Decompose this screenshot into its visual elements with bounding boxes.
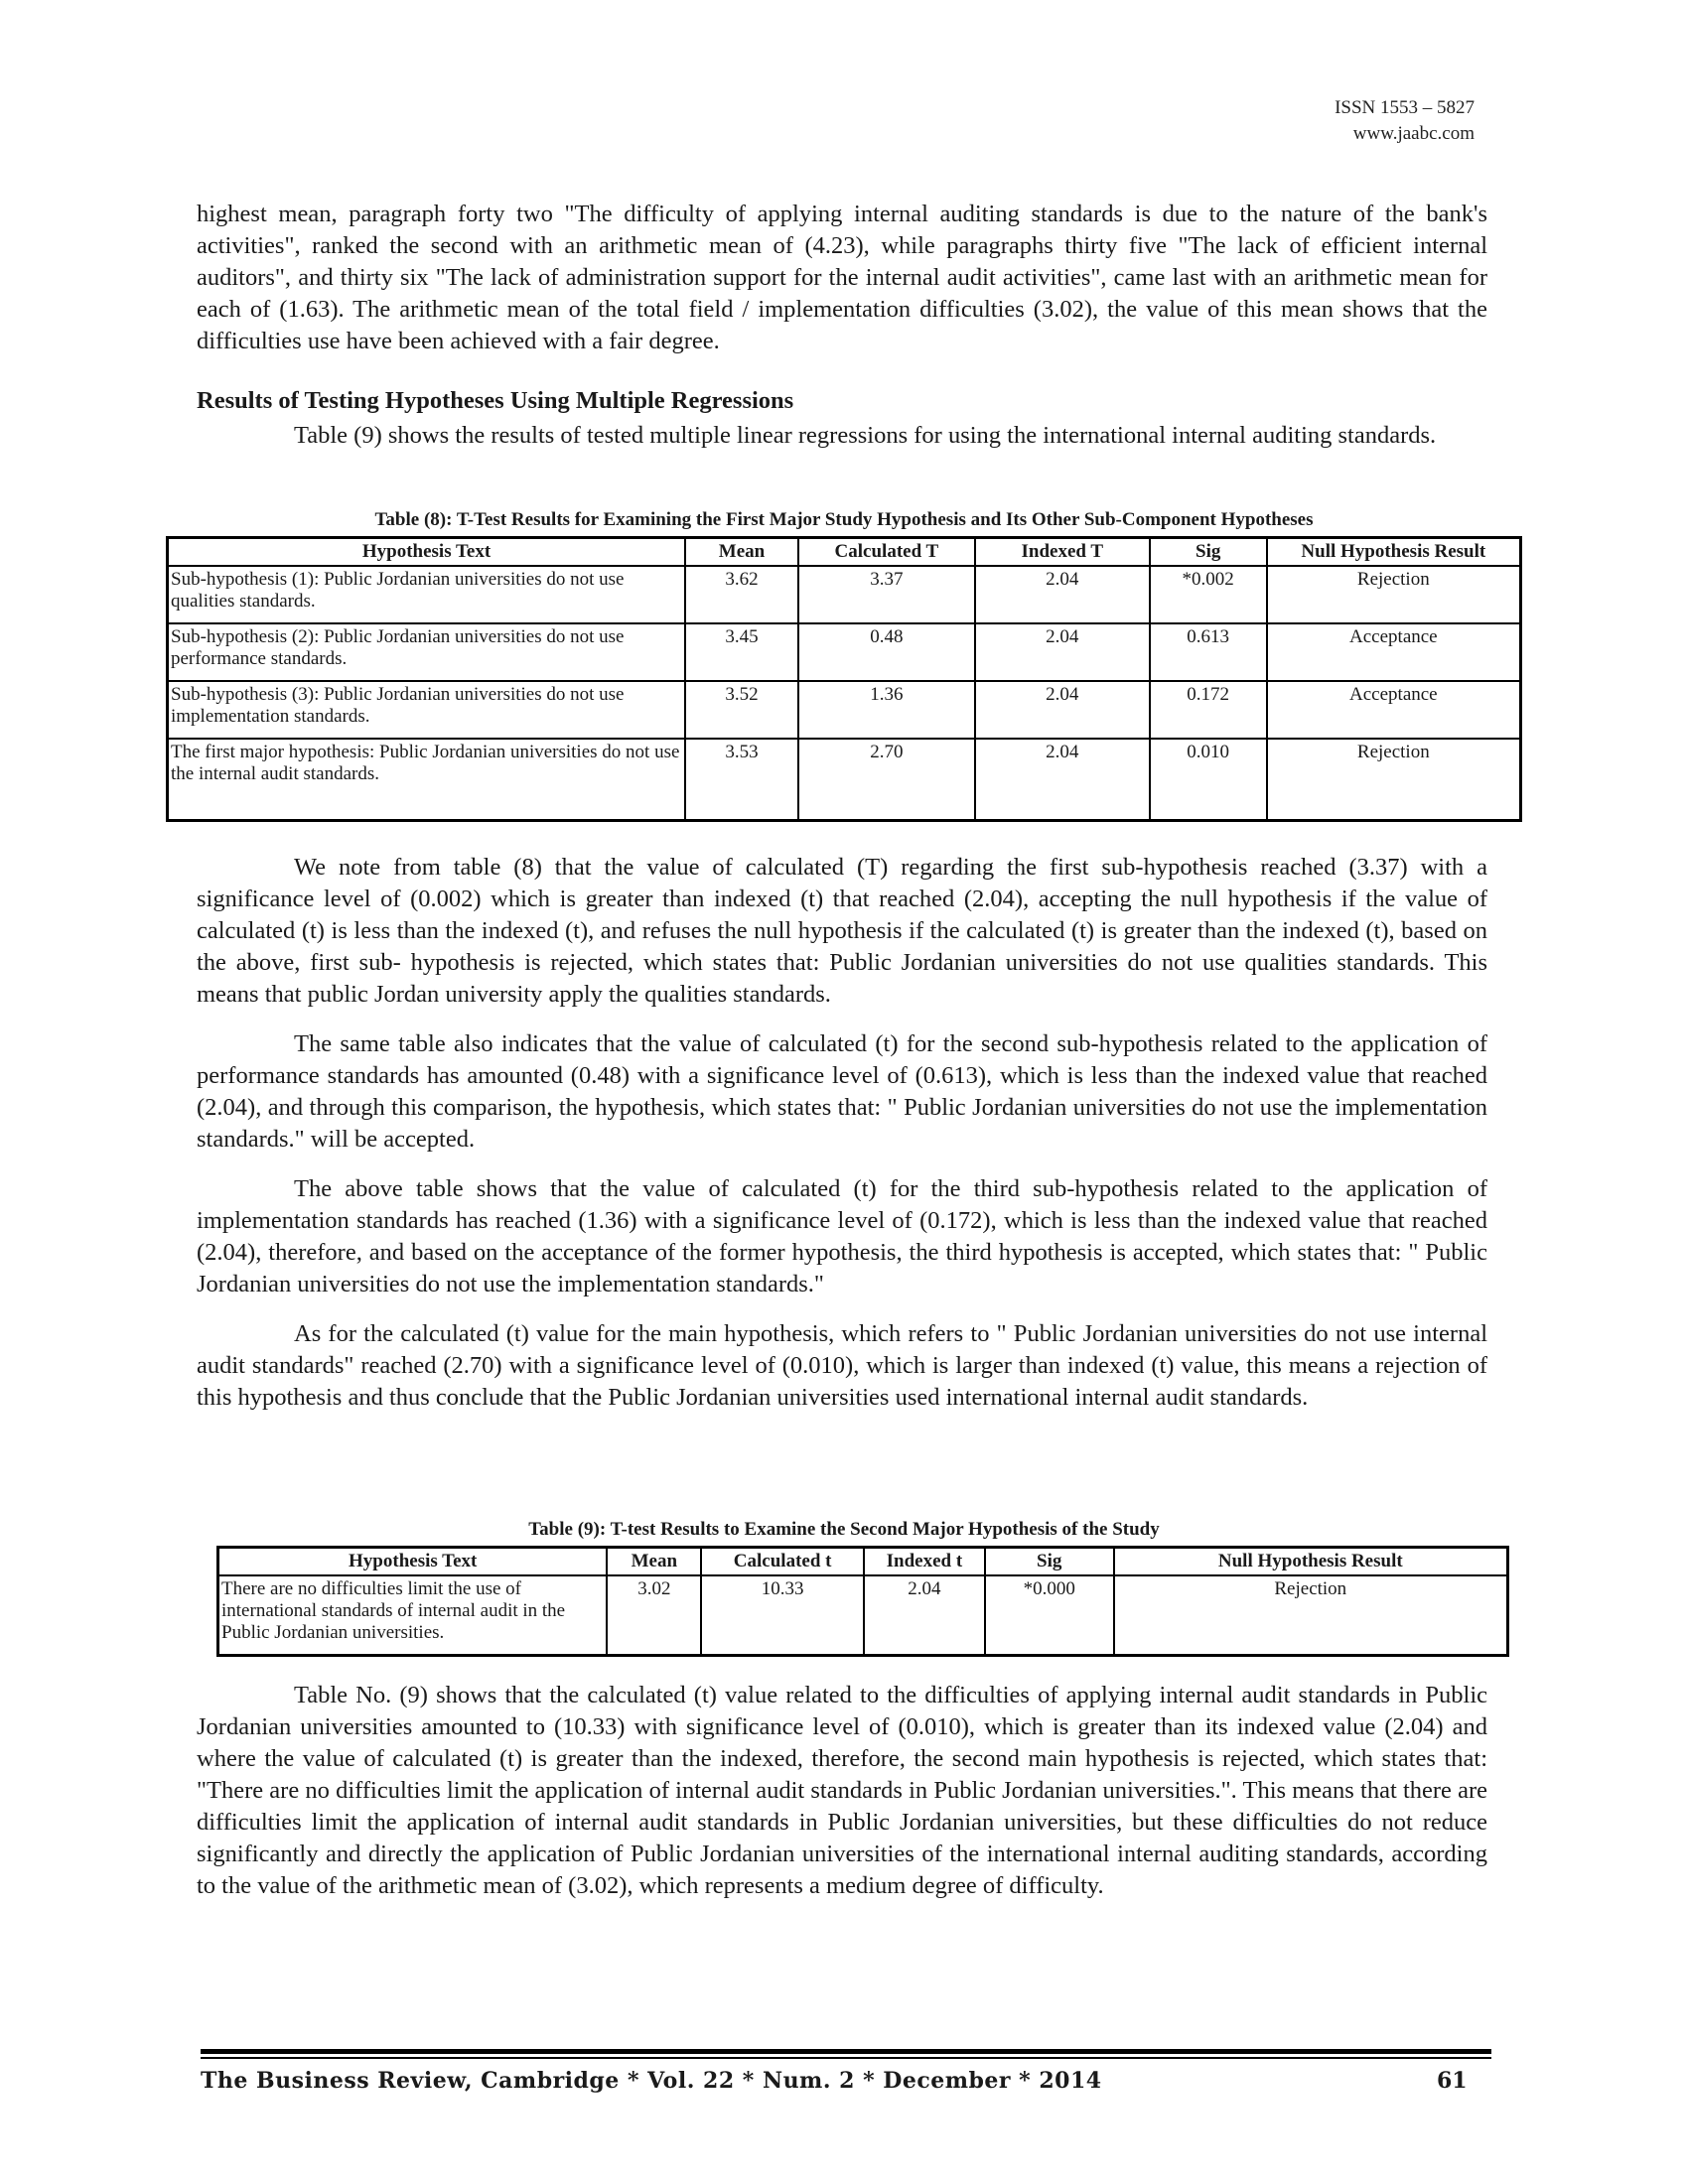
intro-paragraph: highest mean, paragraph forty two "The difficulty of applying internal auditing standards is due to the nature of the bank's activities", ranked the second with an arithmetic mean of (4.23), while paragraphs thirty five "The lack of efficient internal auditors", and thirty six "The lack of administration support for the internal audit activities", came last with an arithmetic mean for each of (1.63). The arithmetic mean of the total field / implementation difficulties (3.02), the value of this mean shows that the difficulties use have been achieved with a fair degree. — [197, 201, 1487, 354]
discussion-paragraph: As for the calculated (t) value for the main hypothesis, which refers to " Public Jordanian universities do not use internal audit standards" reached (2.70) with a significance level of (0.010), which is larger than indexed (t) value, this means a rejection of this hypothesis and thus conclude that the Public Jordanian universities used international internal audit standards. — [197, 1320, 1487, 1411]
footer-rule — [201, 2049, 1491, 2054]
journal-footer: The Business Review, Cambridge * Vol. 22 * Num. 2 * December * 2014 — [201, 2068, 1102, 2094]
result-cell: Acceptance — [1267, 681, 1521, 739]
col-header: Calculated t — [701, 1548, 864, 1576]
mean-cell: 3.52 — [685, 681, 798, 739]
website-text: www.jaabc.com — [1352, 123, 1475, 144]
result-cell: Rejection — [1114, 1575, 1508, 1655]
col-header: Mean — [607, 1548, 701, 1576]
result-cell: Acceptance — [1267, 623, 1521, 681]
mean-cell: 3.45 — [685, 623, 798, 681]
result-cell: Rejection — [1267, 566, 1521, 623]
table-row — [168, 739, 1521, 820]
table-header-row — [168, 538, 1521, 567]
col-header: Sig — [1150, 538, 1267, 567]
discussion-block — [197, 852, 1487, 1414]
hypothesis-text-cell: The first major hypothesis: Public Jordanian universities do not use the internal audit standards. — [168, 739, 686, 820]
table8-caption: Table (8): T-Test Results for Examining the First Major Study Hypothesis and Its Other Sub-Component Hypotheses — [374, 509, 1314, 530]
table8 — [166, 536, 1522, 822]
table-row — [168, 566, 1521, 623]
page-header — [1335, 95, 1475, 147]
sig-cell: 0.172 — [1150, 681, 1267, 739]
table-row — [218, 1575, 1508, 1655]
discussion-paragraph: The above table shows that the value of calculated (t) for the third sub-hypothesis related to the application of implementation standards has reached (1.36) with a significance level of (0.172), which is less than the indexed value that reached (2.04), therefore, and based on the acceptance of the former hypothesis, the third hypothesis is accepted, which states that: " Public Jordanian universities do not use the implementation standards." — [197, 1175, 1487, 1297]
intro-paragraph-block — [197, 199, 1487, 357]
discussion-paragraph: We note from table (8) that the value of calculated (T) regarding the first sub-hypothesis reached (3.37) with a significance level of (0.002) which is greater than indexed (t) that reached (2.04), accepting the null hypothesis if the value of calculated (t) is less than the indexed (t), and refuses the null hypothesis if the calculated (t) is greater than the indexed (t), based on the above, first sub- hypothesis is rejected, which states that: Public Jordanian universities do not use qualities standards. This means that public Jordan university apply the qualities standards. — [197, 854, 1487, 1008]
col-header: Null Hypothesis Result — [1267, 538, 1521, 567]
section-paragraph: Table (9) shows the results of tested multiple linear regressions for using the international internal auditing standards. — [294, 422, 1437, 449]
table9-caption: Table (9): T-test Results to Examine the Second Major Hypothesis of the Study — [528, 1519, 1160, 1540]
calculated-t-cell: 10.33 — [701, 1575, 864, 1655]
mean-cell: 3.53 — [685, 739, 798, 820]
hypothesis-text-cell: Sub-hypothesis (3): Public Jordanian universities do not use implementation standards. — [168, 681, 686, 739]
col-header: Indexed T — [975, 538, 1150, 567]
footer-rule-thin — [201, 2057, 1491, 2059]
sig-cell: 0.010 — [1150, 739, 1267, 820]
final-paragraph-block — [197, 1680, 1487, 1902]
mean-cell: 3.02 — [607, 1575, 701, 1655]
table9 — [216, 1546, 1509, 1657]
sig-cell: *0.000 — [985, 1575, 1114, 1655]
indexed-t-cell: 2.04 — [975, 739, 1150, 820]
discussion-paragraph: The same table also indicates that the value of calculated (t) for the second sub-hypothesis related to the application of performance standards has amounted (0.48) with a significance level of (0.613), which is less than the indexed value that reached (2.04), and through this comparison, the hypothesis, which states that: " Public Jordanian universities do not use the implementation standards." will be accepted. — [197, 1030, 1487, 1153]
indexed-t-cell: 2.04 — [975, 566, 1150, 623]
page-number: 61 — [1437, 2068, 1468, 2094]
indexed-t-cell: 2.04 — [975, 623, 1150, 681]
col-header: Sig — [985, 1548, 1114, 1576]
table-row — [168, 623, 1521, 681]
col-header: Hypothesis Text — [218, 1548, 608, 1576]
col-header: Null Hypothesis Result — [1114, 1548, 1508, 1576]
calculated-t-cell: 0.48 — [798, 623, 975, 681]
hypothesis-text-cell: Sub-hypothesis (1): Public Jordanian universities do not use qualities standards. — [168, 566, 686, 623]
col-header: Calculated T — [798, 538, 975, 567]
result-cell: Rejection — [1267, 739, 1521, 820]
section-heading: Results of Testing Hypotheses Using Multiple Regressions — [197, 387, 794, 414]
issn-text: ISSN 1553 – 5827 — [1335, 97, 1475, 118]
indexed-t-cell: 2.04 — [975, 681, 1150, 739]
table-row — [168, 681, 1521, 739]
hypothesis-text-cell: There are no difficulties limit the use of international standards of internal audit in the Public Jordanian universities. — [218, 1575, 608, 1655]
final-paragraph: Table No. (9) shows that the calculated (t) value related to the difficulties of applying internal audit standards in Public Jordanian universities amounted to (10.33) with significance level of (0.010), which is greater than its indexed value (2.04) and where the value of calculated (t) is greater than the indexed, therefore, the second main hypothesis is rejected, which states that: "There are no difficulties limit the application of internal audit standards in Public Jordanian universities.". This means that there are difficulties limit the application of internal audit standards in Public Jordanian universities, but these difficulties do not reduce significantly and directly the application of Public Jordanian universities of the international internal auditing standards, according to the value of the arithmetic mean of (3.02), which represents a medium degree of difficulty. — [197, 1682, 1487, 1899]
sig-cell: *0.002 — [1150, 566, 1267, 623]
col-header: Mean — [685, 538, 798, 567]
col-header: Indexed t — [864, 1548, 985, 1576]
col-header: Hypothesis Text — [168, 538, 686, 567]
calculated-t-cell: 1.36 — [798, 681, 975, 739]
section-paragraph-block — [197, 420, 1487, 452]
indexed-t-cell: 2.04 — [864, 1575, 985, 1655]
hypothesis-text-cell: Sub-hypothesis (2): Public Jordanian universities do not use performance standards. — [168, 623, 686, 681]
sig-cell: 0.613 — [1150, 623, 1267, 681]
calculated-t-cell: 2.70 — [798, 739, 975, 820]
table-header-row — [218, 1548, 1508, 1576]
calculated-t-cell: 3.37 — [798, 566, 975, 623]
mean-cell: 3.62 — [685, 566, 798, 623]
